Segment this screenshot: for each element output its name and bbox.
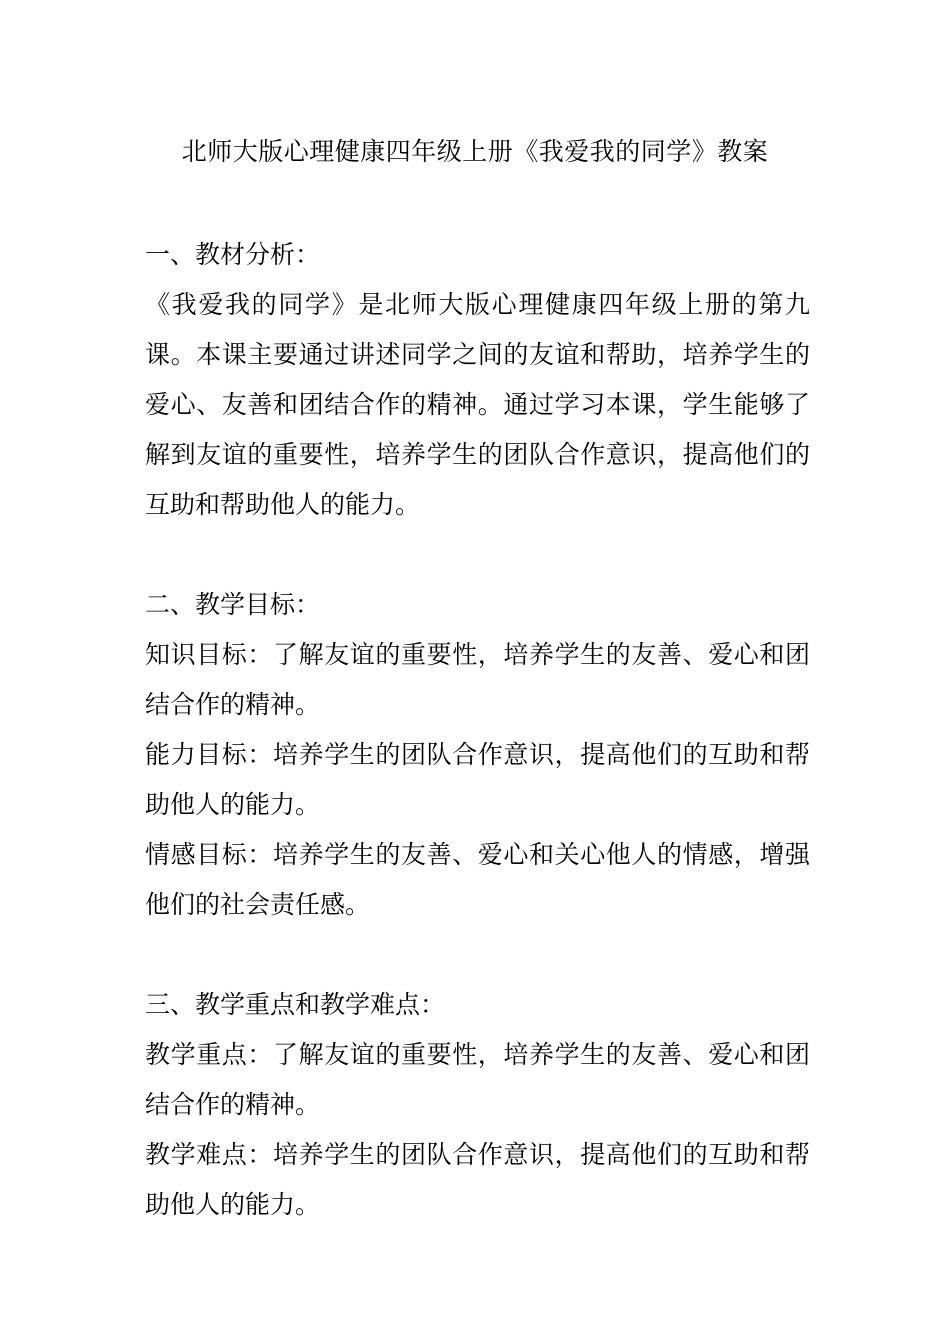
analysis-paragraph: 《我爱我的同学》是北师大版心理健康四年级上册的第九课。本课主要通过讲述同学之间的友谊和帮助，培养学生的爱心、友善和团结合作的精神。通过学习本课，学生能够了解到友谊的重要性，培养学生的团队合作意识，提高他们的互助和帮助他人的能力。 [145,290,810,519]
section-heading-analysis: 一、教材分析： [145,240,321,269]
teaching-difficulty: 教学难点：培养学生的团队合作意识，提高他们的互助和帮助他人的能力。 [145,1140,810,1219]
document-title: 北师大版心理健康四年级上册《我爱我的同学》教案 [181,137,769,166]
section-spacer [145,530,810,580]
section-heading-focus: 三、教学重点和教学难点： [145,990,446,1019]
emotion-objective: 情感目标：培养学生的友善、爱心和关心他人的情感，增强他们的社会责任感。 [145,840,810,919]
teaching-focus: 教学重点：了解友谊的重要性，培养学生的友善、爱心和团结合作的精神。 [145,1040,810,1119]
document-body [145,230,810,1230]
section-heading-objectives: 二、教学目标： [145,590,321,619]
section-spacer [145,930,810,980]
ability-objective: 能力目标：培养学生的团队合作意识，提高他们的互助和帮助他人的能力。 [145,740,810,819]
knowledge-objective: 知识目标：了解友谊的重要性，培养学生的友善、爱心和团结合作的精神。 [145,640,810,719]
